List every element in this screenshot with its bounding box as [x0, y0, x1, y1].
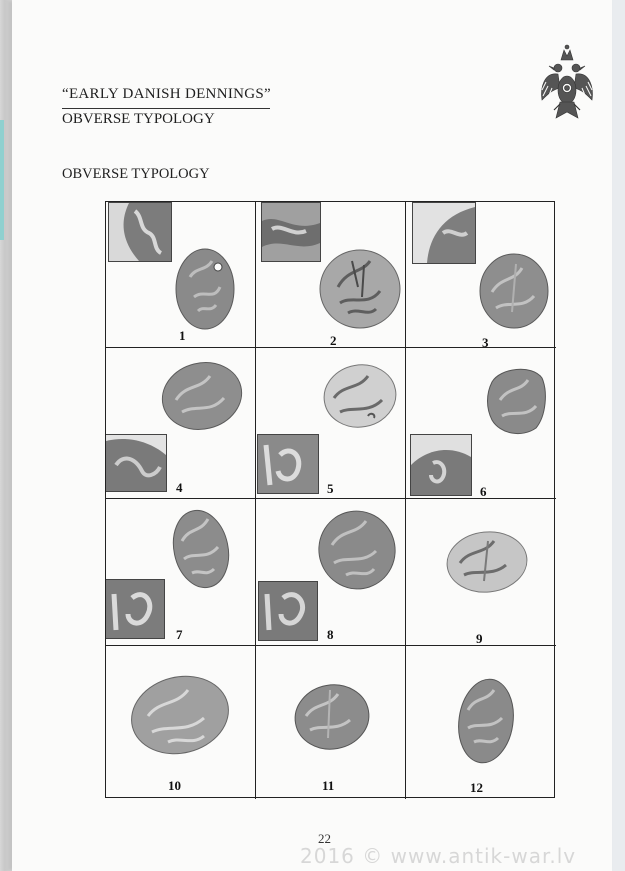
coin-detail-photo [412, 202, 476, 264]
coin-cell-1 [106, 202, 256, 348]
coin-cell-7 [106, 499, 256, 646]
section-heading: OBVERSE TYPOLOGY [62, 166, 210, 182]
coin-detail-photo [106, 579, 165, 639]
watermark: 2016 © www.antik-war.lv [300, 844, 577, 868]
coin-image [292, 682, 372, 752]
coin-number: 7 [176, 627, 183, 642]
coin-typology-grid [105, 201, 555, 798]
coin-image [322, 362, 398, 430]
page-title: “EARLY DANISH DENNINGS” [62, 86, 271, 102]
double-headed-eagle-icon [538, 42, 596, 132]
coin-detail-photo [261, 202, 321, 262]
coin-cell-11 [256, 646, 406, 799]
coin-image [314, 509, 400, 591]
coin-image [128, 672, 232, 758]
title-underline [62, 108, 270, 109]
coin-number: 9 [476, 631, 483, 646]
coin-detail-photo [257, 434, 319, 494]
coin-cell-5 [256, 348, 406, 499]
coin-detail-photo [410, 434, 472, 496]
coin-detail-photo [108, 202, 172, 262]
coin-number: 11 [322, 778, 335, 793]
coin-image [444, 529, 530, 595]
binding-tab [0, 120, 4, 240]
coin-number: 5 [327, 481, 334, 496]
coin-detail-photo [258, 581, 318, 641]
coin-cell-10 [106, 646, 256, 799]
coin-number: 4 [176, 480, 183, 495]
coin-cell-9 [406, 499, 556, 646]
coin-image [486, 364, 548, 436]
coin-number: 1 [179, 328, 186, 343]
coin-cell-2 [256, 202, 406, 348]
coin-cell-3 [406, 202, 556, 348]
coin-number: 10 [168, 778, 181, 793]
coin-detail-photo [106, 434, 167, 492]
coin-cell-8 [256, 499, 406, 646]
coin-image [160, 360, 244, 432]
coin-image [318, 247, 402, 331]
coin-image [174, 247, 236, 331]
coin-number: 12 [470, 780, 483, 795]
coin-cell-6 [406, 348, 556, 499]
coin-image [478, 252, 550, 330]
page-subtitle: OBVERSE TYPOLOGY [62, 111, 215, 127]
coin-image [170, 507, 232, 591]
page-number: 22 [318, 831, 331, 846]
coin-number: 3 [482, 335, 489, 348]
coin-number: 2 [330, 333, 337, 348]
binding-edge [0, 0, 12, 871]
coin-image [456, 676, 516, 766]
coin-number: 8 [327, 627, 334, 642]
coin-number: 6 [480, 484, 487, 499]
coin-cell-12 [406, 646, 556, 799]
coin-cell-4 [106, 348, 256, 499]
